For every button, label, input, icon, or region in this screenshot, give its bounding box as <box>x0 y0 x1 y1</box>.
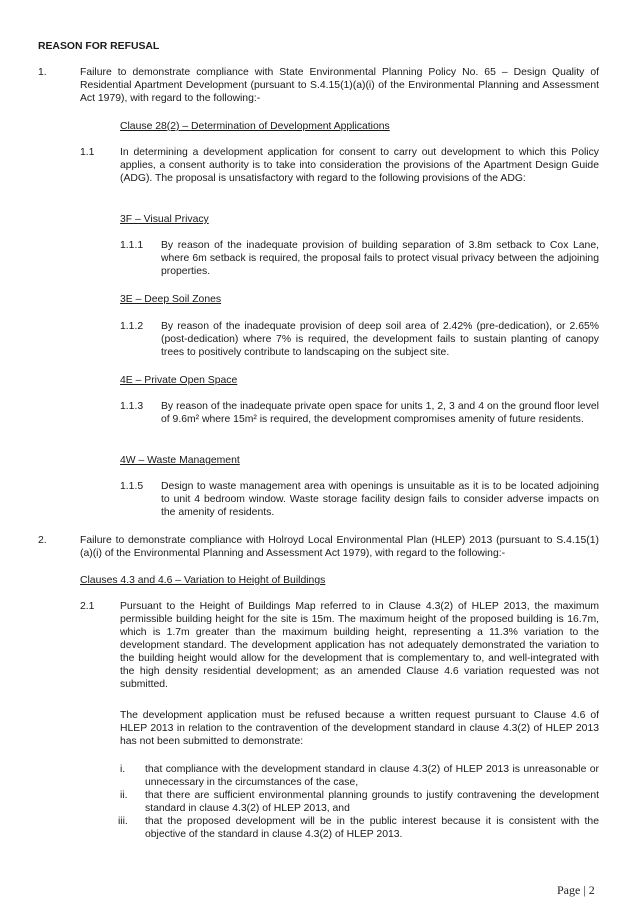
reason-2-number: 2. <box>38 535 47 546</box>
item-ii-number: ii. <box>120 790 128 801</box>
clause-28-heading: Clause 28(2) – Determination of Development Applications <box>120 121 390 132</box>
para-1-1-number: 1.1 <box>80 147 95 158</box>
reason-2-text: Failure to demonstrate compliance with Holroyd Local Environmental Plan (HLEP) 2013 (pursuant to S.4.15(1)(a)(i) of the Environmental Planning and Assessment Act 1979), with regard to the following:- <box>80 535 599 559</box>
item-iii-number: iii. <box>118 816 128 827</box>
subheading-3f: 3F – Visual Privacy <box>120 214 209 225</box>
para-1-1-2-number: 1.1.2 <box>120 321 144 332</box>
reason-1-text: Failure to demonstrate compliance with State Environmental Planning Policy No. 65 – Design Quality of Residential Apartment Development (pursuant to S.4.15(1)(a)(i) of the Environmental Planning and Assessment Act 1979), with regard to the following:- <box>80 67 599 104</box>
subheading-3e: 3E – Deep Soil Zones <box>120 294 222 305</box>
para-2-1-text-continued: The development application must be refused because a written request pursuant to Clause 4.6 of HLEP 2013 in relation to the contravention of the development standard in clause 4.3(2) of HLEP 2013 has not been submitted to demonstrate: <box>120 710 599 747</box>
para-2-1-text: Pursuant to the Height of Buildings Map referred to in Clause 4.3(2) of HLEP 2013, the maximum permissible building height for the site is 15m. The maximum height of the proposed building is 16.7m, which is 1.7m greater than the maximum building height, representing a 11.3% variation to the development standard. The development application has not adequately demonstrated the variation to the building height would allow for the development that is complementary to, and well-integrated with the high density residential development; as an amended Clause 4.6 variation requested was not submitted. <box>120 601 599 690</box>
item-ii-text: that there are sufficient environmental planning grounds to justify contravening the development standard in clause 4.3(2) of HLEP 2013, and <box>145 790 599 814</box>
para-1-1-2-text: By reason of the inadequate provision of deep soil area of 2.42% (pre-dedication), or 2.65% (post-dedication) where 7% is required, the development fails to sustain planting of canopy trees to positively contribute to landscaping on the subject site. <box>161 321 599 358</box>
para-1-1-1-number: 1.1.1 <box>120 240 144 251</box>
para-1-1-text: In determining a development application for consent to carry out development to which this Policy applies, a consent authority is to take into consideration the provisions of the Apartment Design Guide (ADG). The proposal is unsatisfactory with regard to the following provisions of the ADG: <box>120 147 599 184</box>
subheading-4e: 4E – Private Open Space <box>120 375 238 386</box>
para-1-1-1-text: By reason of the inadequate provision of building separation of 3.8m setback to Cox Lane, where 6m setback is required, the proposal fails to protect visual privacy between the adjoining properties. <box>161 240 599 277</box>
item-i-number: i. <box>120 764 126 775</box>
para-2-1-number: 2.1 <box>80 601 95 612</box>
section-heading: REASON FOR REFUSAL <box>38 41 160 52</box>
page-number: Page | 2 <box>557 883 595 897</box>
item-i-text: that compliance with the development standard in clause 4.3(2) of HLEP 2013 is unreasonable or unnecessary in the circumstances of the case, <box>145 764 599 788</box>
clauses-4-3-4-6-heading: Clauses 4.3 and 4.6 – Variation to Height of Buildings <box>80 575 326 586</box>
para-1-1-5-number: 1.1.5 <box>120 481 144 492</box>
para-1-1-5-text: Design to waste management area with openings is unsuitable as it is to be located adjoining to unit 4 bedroom window. Waste storage facility design fails to consider adverse impacts on the amenity of residents. <box>161 481 599 518</box>
reason-1-number: 1. <box>38 67 47 78</box>
para-1-1-3-text: By reason of the inadequate private open space for units 1, 2, 3 and 4 on the ground floor level of 9.6m² where 15m² is required, the development compromises amenity of future residents. <box>161 401 599 425</box>
para-1-1-3-number: 1.1.3 <box>120 401 144 412</box>
item-iii-text: that the proposed development will be in the public interest because it is consistent with the objective of the standard in clause 4.3(2) of HLEP 2013. <box>145 816 599 840</box>
subheading-4w: 4W – Waste Management <box>120 455 240 466</box>
